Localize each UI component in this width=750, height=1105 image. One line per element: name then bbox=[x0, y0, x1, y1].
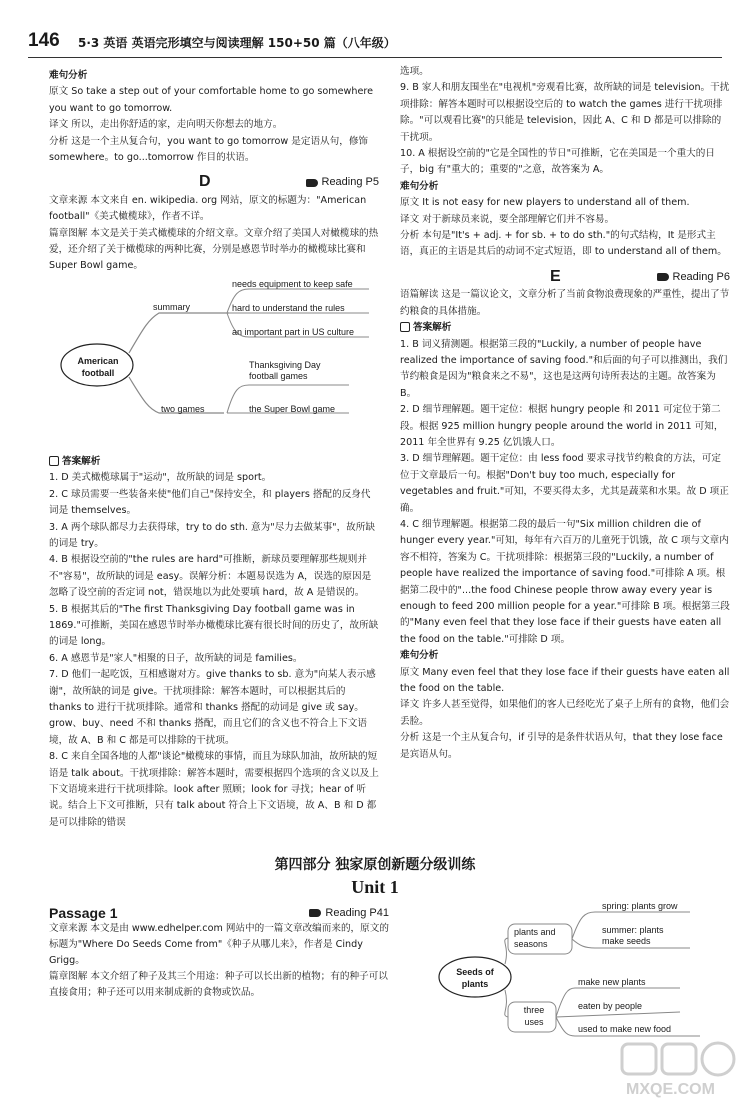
mind-map-node: summer: plants make seeds bbox=[602, 925, 664, 946]
left-column bbox=[49, 68, 379, 831]
header-rule bbox=[28, 57, 722, 58]
unit-title: Unit 1 bbox=[351, 877, 399, 897]
mind-map-node: make new plants bbox=[578, 977, 646, 987]
mind-map-node: plants and seasons bbox=[514, 927, 556, 949]
mind-map-center: American football bbox=[77, 355, 119, 378]
discourse-reading: 语篇解读 这是一篇议论文，文章分析了当前食物浪费现象的严重性，提出了节约粮食的具体措施。 bbox=[400, 289, 730, 317]
pointing-hand-icon bbox=[309, 909, 321, 917]
analysis-text: 分析 本句是"It's + adj. + for sb. + to do sth."的句式结构，It 是形式主语，真正的主语是其后的动词不定式短语，即 to understand all of them。 bbox=[400, 230, 727, 258]
page-header bbox=[0, 0, 750, 56]
mind-map-center: Seeds of plants bbox=[456, 967, 494, 989]
translation-text: 译文 对于新球员来说，要全部理解它们并不容易。 bbox=[400, 213, 615, 225]
mind-map-node: spring: plants grow bbox=[602, 901, 678, 911]
svg-text:MXQE.COM: MXQE.COM bbox=[626, 1081, 715, 1098]
article-source: 文章来源 本文来自 en. wikipedia. org 网站，原文的标题为："American football"《美式橄榄球》，作者不详。 bbox=[49, 194, 367, 223]
mind-map-node: Thanksgiving Day football games bbox=[249, 359, 321, 381]
article-source: 文章来源 本文是由 www.edhelper.com 网站中的一篇文章改编而来的，原文的标题为"Where Do Seeds Come from"《种子从哪儿来》，作者是 Cindy Grigg。 bbox=[49, 923, 389, 966]
passage-name: Passage 1 bbox=[49, 905, 118, 921]
book-title: 5·3 英语 英语完形填空与阅读理解 150+50 篇（八年级） bbox=[78, 36, 396, 50]
answer-item: 9. B 家人和朋友围坐在"电视机"旁观看比赛，故所缺的词是 television。干扰项排除：解答本题时可以根据设空后的 to watch the games 进行干扰项排除。"可以观看比赛"的只能是 television，因此 A、C 和 D 都是可以排除的干扰项。 bbox=[400, 82, 730, 143]
mind-map-node: an important part in US culture bbox=[232, 326, 355, 337]
right-column bbox=[400, 64, 730, 763]
passage-letter: D bbox=[199, 173, 211, 191]
article-graph: 篇章图解 本文是关于美式橄榄球的介绍文章。文章介绍了美国人对橄榄球的热爱，还介绍了关于橄榄球的两种比赛，分别是感恩节时举办的橄榄球比赛和 Super Bowl game。 bbox=[49, 227, 379, 272]
answers-title: 答案解析 bbox=[400, 320, 730, 336]
passage-letter: E bbox=[550, 267, 561, 285]
mind-map-node: three uses bbox=[523, 1005, 545, 1027]
mind-map-node: eaten by people bbox=[578, 1001, 643, 1011]
mind-map-node: hard to understand the rules bbox=[232, 302, 345, 313]
answer-continuation: 选项。 bbox=[400, 66, 429, 77]
answer-item: 4. B 根据设空前的"the rules are hard"可推断，新球员要理解那些规则并不"容易"，故所缺的词是 easy。误解分析：本题易误选为 A，误选的原因是忽略了设空前的否定词 not，错误地以为此处要填 hard，故 A 是错误的。 bbox=[49, 554, 372, 599]
pointing-hand-icon bbox=[306, 179, 318, 187]
reading-reference: Reading P5 bbox=[306, 174, 380, 190]
original-text: 原文 Many even feel that they lose face if their guests have eaten all the food on the table. bbox=[400, 666, 730, 695]
mind-map-seeds bbox=[430, 900, 730, 1040]
passage-1-header bbox=[49, 905, 389, 921]
mind-map-node: the Super Bowl game bbox=[249, 403, 336, 414]
passage-1 bbox=[49, 905, 389, 1001]
difficult-sentence-title: 难句分析 bbox=[400, 180, 439, 192]
watermark-logo bbox=[620, 1040, 740, 1100]
translation-text: 译文 许多人甚至觉得，如果他们的客人已经吃光了桌子上所有的食物，他们会丢脸。 bbox=[400, 699, 730, 727]
article-graph: 篇章图解 本文介绍了种子及其三个用途：种子可以长出新的植物；有的种子可以直接食用；种子还可以用来制成新的食物或饮品。 bbox=[49, 971, 388, 998]
passage-e-header bbox=[400, 269, 730, 285]
analysis-text: 分析 这是一个主从复合句，you want to go tomorrow 是定语从句，修饰 somewhere。to go...tomorrow 作目的状语。 bbox=[49, 135, 369, 164]
answer-item: 1. D 美式橄榄球属于"运动"，故所缺的词是 sport。 bbox=[49, 472, 272, 484]
analysis-text: 分析 这是一个主从复合句，if 引导的是条件状语从句，that they lose face 是宾语从句。 bbox=[400, 732, 723, 760]
mind-map-node: needs equipment to keep safe bbox=[232, 278, 353, 289]
reading-reference: Reading P41 bbox=[309, 905, 389, 921]
answers-title: 答案解析 bbox=[49, 454, 379, 470]
answer-item: 6. A 感恩节是"家人"相聚的日子，故所缺的词是 families。 bbox=[49, 652, 303, 664]
original-text: 原文 It is not easy for new players to understand all of them. bbox=[400, 197, 690, 209]
answer-item: 8. C 来自全国各地的人都"谈论"橄榄球的事情，而且为球队加油，故所缺的短语是 talk about。干扰项排除：解答本题时，需要根据四个选项的含义以及上下文语境来进行干扰项排除。look after 照顾；look for 寻找；hear of 听说。结合上下文可推断，只有 talk about 符合上下文语境，故 A、B 和 D 都是可以排除的错误 bbox=[49, 751, 379, 828]
section-title: 第四部分 独家原创新题分级训练 bbox=[274, 857, 476, 873]
answer-item: 3. A 两个球队都尽力去获得球，try to do sth. 意为"尽力去做某事"，故所缺的词是 try。 bbox=[49, 521, 375, 549]
answer-item: 2. C 球员需要一些装备来使"他们自己"保持安全，和 players 搭配的反身代词是 themselves。 bbox=[49, 488, 371, 517]
answer-item: 5. B 根据其后的"The first Thanksgiving Day football game was in 1869."可推断，美国在感恩节时举办橄榄球比赛有很长时间的历史了，故所缺的词是 long。 bbox=[49, 603, 379, 648]
mind-map-node: used to make new food bbox=[578, 1024, 672, 1034]
mind-map-summary: summary bbox=[153, 301, 191, 312]
answer-item: 3. D 细节理解题。题干定位：由 less food 要求寻找节约粮食的方法，可定位于文章最后一句。根据"Don't buy too much, especially for vegetables and fruit."可知，不要买得太多，尤其是蔬菜和水果。故 D 项正确。 bbox=[400, 453, 729, 514]
difficult-sentence-title: 难句分析 bbox=[400, 650, 439, 662]
reading-reference: Reading P6 bbox=[657, 269, 731, 285]
answer-item: 10. A 根据设空前的"它是全国性的节日"可推断，它在美国是一个重大的日子，big 有"重大的；重要的"之意，故答案为 A。 bbox=[400, 148, 715, 176]
original-text: 原文 So take a step out of your comfortable home to go somewhere you want to go tomorrow. bbox=[49, 86, 374, 114]
answer-item: 1. B 词义猜测题。根据第三段的"Luckily, a number of people have realized the importance of saving food."和后面的句子可以推测出，我们节约粮食是因为"粮食来之不易"，这也是这两句诗所表达的主题。故答案为 B。 bbox=[400, 338, 728, 399]
difficult-sentence-title: 难句分析 bbox=[49, 70, 88, 81]
answer-item: 2. D 细节理解题。题干定位：根据 hungry people 和 2011 可定位于第二段。根据 925 million hungry people around the world in 2011 可知，2011 年全世界有 9.25 亿饥饿人口。 bbox=[400, 404, 724, 448]
mind-map-american-football bbox=[49, 277, 379, 452]
mind-map-two-games: two games bbox=[161, 403, 205, 414]
answer-item: 4. C 细节理解题。根据第二段的最后一句"Six million children die of hunger every year."可知，每年有六百万的儿童死于饥饿，故 C 项与文章内容不相符，答案为 C。干扰项排除：根据第三段的"Luckily, a number of people have realized the importance of saving food."可排除 A 项。根据第二段中的"...the food Chinese people throw away every year is enough to feed 200 million people for a year."可排除 B 项。根据第三段的"Many even feel that they lose face if their guests have eaten all the food on the table."可排除 D 项。 bbox=[400, 518, 730, 645]
lock-icon bbox=[49, 456, 59, 466]
translation-text: 译文 所以，走出你舒适的家，走向明天你想去的地方。 bbox=[49, 119, 283, 131]
answer-item: 7. D 他们一起吃饭，互相感谢对方。give thanks to sb. 意为"向某人表示感谢"，故所缺的词是 give。干扰项排除：解答本题时，可以根据其后的 thanks to 进行干扰项排除。通常和 thanks 搭配的动词是 give 或 say。grow、buy、need 不和 thanks 搭配，而且它们的含义也不符合上下文语境，故 A、B 和 C 都是可以排除的干扰项。 bbox=[49, 669, 376, 746]
page-number: 146 bbox=[28, 30, 60, 51]
lock-icon bbox=[400, 322, 410, 332]
pointing-hand-icon bbox=[657, 273, 669, 281]
passage-d-header bbox=[49, 174, 379, 190]
